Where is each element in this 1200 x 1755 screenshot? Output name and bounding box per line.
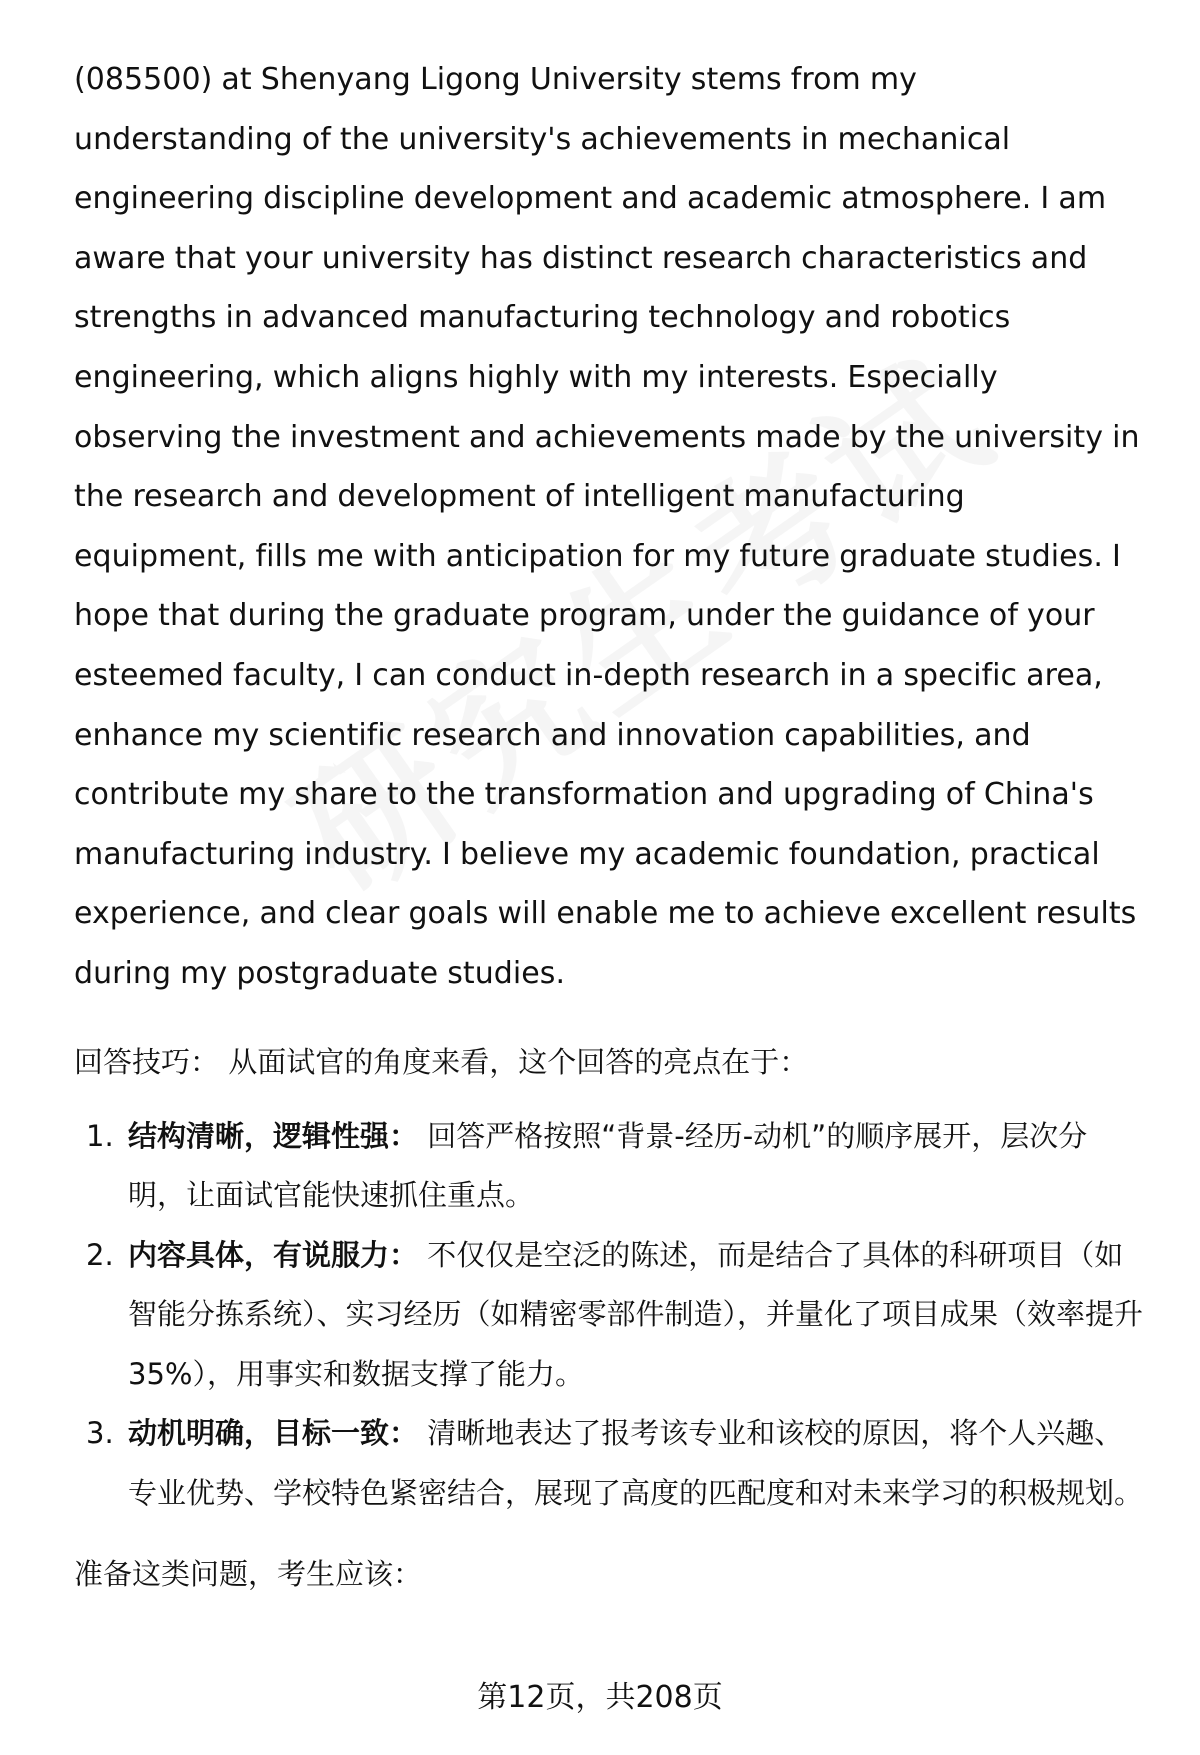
tip-number: 3. xyxy=(86,1416,114,1450)
tip-text: 清晰地表达了报考该专业和该校的原因，将个人兴趣、专业优势、学校特色紧密结合，展现了高度的匹配度和对未来学习的积极规划。 xyxy=(128,1416,1144,1510)
tip-number: 2. xyxy=(86,1237,114,1272)
tip-heading: 内容具体，有说服力： xyxy=(128,1237,419,1272)
tip-item-2 xyxy=(74,1226,1144,1405)
tip-text: 回答严格按照“背景-经历-动机”的顺序展开，层次分明，让面试官能快速抓住重点。 xyxy=(128,1118,1088,1212)
page-number-footer: 第12页，共208页 xyxy=(477,1680,723,1715)
tip-number: 1. xyxy=(86,1118,114,1153)
tips-list xyxy=(74,1107,1144,1524)
page-content xyxy=(74,50,1144,1603)
preparation-line: 准备这类问题，考生应该： xyxy=(74,1557,423,1591)
tip-text: 不仅仅是空泛的陈述，而是结合了具体的科研项目（如智能分拣系统）、实习经历（如精密零部件制造），并量化了项目成果（效率提升35%），用事实和数据支撑了能力。 xyxy=(128,1237,1144,1391)
tip-item-1 xyxy=(74,1107,1144,1226)
body-paragraph: (085500) at Shenyang Ligong University stems from my understanding of the university's achievements in mechanical engineering discipline development and academic atmosphere. I am aware that your university has distinct research characteristics and strengths in advanced manufacturing technology and robotics engineering, which aligns highly with my interests. Especially observing the investment and achievements made by the university in the research and development of intelligent manufacturing equipment, fills me with anticipation for my future graduate studies. I hope that during the graduate program, under the guidance of your esteemed faculty, I can conduct in-depth research in a specific area, enhance my scientific research and innovation capabilities, and contribute my share to the transformation and upgrading of China's manufacturing industry. I believe my academic foundation, practical experience, and clear goals will enable me to achieve excellent results during my postgraduate studies. xyxy=(74,62,1140,991)
tips-intro: 回答技巧： 从面试官的角度来看，这个回答的亮点在于： xyxy=(74,1044,809,1079)
tip-item-3 xyxy=(74,1404,1144,1523)
tip-heading: 结构清晰，逻辑性强： xyxy=(128,1118,419,1153)
tip-heading: 动机明确，目标一致： xyxy=(128,1416,419,1450)
